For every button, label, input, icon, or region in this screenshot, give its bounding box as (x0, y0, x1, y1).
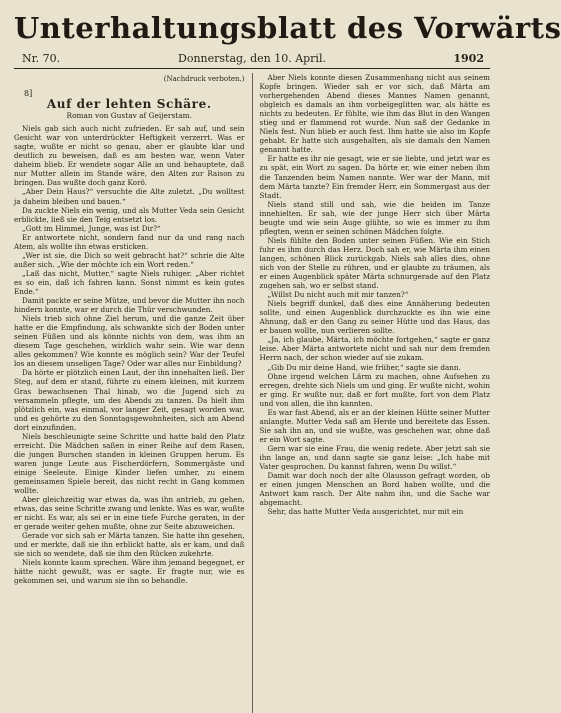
paragraph: Niels beschleunigte seine Schritte und hatte bald den Platz erreicht. Die Mädchen saßen in einer Reihe auf dem Rasen, die jungen Burschen standen in kleinen Gruppen herum. Es waren junge Leute aus Fischerdörfern, Sommergäste und einige Seeleute. Einige Kinder liefen umher, zu einem gemeinsamen Spiele bereit, das nicht recht in Gang kommen wollte. (14, 431, 245, 496)
issue-date: Donnerstag, den 10. April. (178, 52, 326, 65)
issue-number: Nr. 70. (22, 52, 61, 65)
paragraph: Gern war sie eine Frau, die wenig redete. Aber jetzt sah sie ihn lange an, und dann sagte sie ganz leise: „Ich habe mit Vater gesprochen. Du kannst fahren, wenn Du willst.“ (259, 443, 490, 472)
paragraph: Aber Niels konnte diesen Zusammenhang nicht aus seinem Kopfe bringen. Wieder sah er vor sich, daß Märta am vorhergehenden Abend dieses Mannes Namen genannt, obgleich es damals an ihm vorbeigeglitten war, als hätte es nichts zu bedeuten. Er fühlte, wie ihm das Blut in den Wangen stieg und er flammend rot wurde. Nun saß der Gedanke in Niels fest. Nun blieb er auch fest. Ihm hatte sie also im Kopfe gehabt. Er hatte sich ausgehalten, als sie damals den Namen genannt hatte. (259, 73, 490, 155)
paragraph: Es war fast Abend, als er an der kleinen Hütte seiner Mutter anlangte. Mutter Veda saß am Herde und bereitete das Essen. Sie sah ihn an, und sie wußte, was geschehen war, ohne daß er ein Wort sagte. (259, 407, 490, 444)
paragraph: Damit war doch noch der alte Olausson gefragt worden, ob er einen jungen Menschen an Bord haben wollte, und die Antwort kam rasch. Der Alte nahm ihn, und die Sache war abgemacht. (259, 471, 490, 508)
paragraph: Er hatte es ihr nie gesagt, wie er sie liebte, und jetzt war es zu spät, ein Wort zu sagen. Da hörte er, wie einer neben ihm die Tanzenden beim Namen nannte. Wer war der Mann, mit dem Märta tanzte? Ein fremder Herr, ein Sommergast aus der Stadt. (259, 154, 490, 200)
dateline (14, 50, 490, 69)
paragraph: Sehr, das hatte Mutter Veda ausgerichtet, nur mit ein (267, 507, 464, 517)
series-number: 8] (24, 89, 33, 99)
paragraph: Niels stand still und sah, wie die beiden im Tanze innehielten. Er sah, wie der junge Herr sich über Märta beugte und wie sein Auge glühte, so wie es immer zu ihm pflegten, wenn er seinen schönen Mädchen folgte. (259, 199, 490, 236)
paragraph: Niels trieb sich ohne Ziel herum, und die ganze Zeit über hatte er die Empfindung, als schwankte sich der Boden unter seinen Füßen und als könnte nichts von dem, was ihm an diesem Tage geschehen, wirklich wahr sein. Wie war denn alles gekommen? Wie konnte es möglich sein? War der Teufel los an diesem unseligen Tage? Oder war alles nur Einbildung? (14, 314, 245, 369)
paragraph: „Wer ist sie, die Dich so weit gebracht hat?“ schrie die Alte außer sich. „Wie der möchte ich ein Wort reden.“ (14, 250, 245, 269)
left-column (14, 73, 252, 713)
article-columns (14, 73, 490, 713)
paragraph: Gerade vor sich sah er Märta tanzen. Sie hatte ihn gesehen, und er merkte, daß sie ihn erblickt hatte, als er kam, und daß sie sich so wendete, daß sie ihm den Rücken zukehrte. (14, 531, 245, 559)
reprint-notice: (Nachdruck verboten.) (163, 75, 245, 83)
right-column-body (260, 73, 491, 516)
issue-year: 1902 (453, 52, 484, 65)
paragraph: Niels begriff dunkel, daß dies eine Annäherung bedeuten sollte, und einen Augenblick durchzuckte es ihn wie eine Ahnung, daß er den Gang zu seiner Hütte und das Haus, das er bauen wollte, nun verlieren sollte. (259, 299, 490, 336)
paragraph: Niels gab sich auch nicht zufrieden. Er sah auf, und sein Gesicht war von unterdrückter Heftigkeit verzerrt. Was er sagte, wußte er nicht so genau, aber er glaubte klar und deutlich zu beweisen, daß es am besten war, wenn Vater daheim blieb. Er wendete sogar Alle an und behauptete, daß nur Mutter allein im Stande wäre, den Alten zur Raison zu bringen. Das wußte doch ganz Korö. (14, 124, 245, 188)
series-row (14, 86, 245, 100)
masthead-title: Unterhaltungsblatt des Vorwärts (14, 11, 561, 45)
story-title: Auf der lehten Schäre. (46, 97, 212, 112)
paragraph: Er antwortete nicht, sondern fand nur da und rang nach Atem, als wollte ihn etwas ersticken. (14, 232, 245, 251)
paragraph: Ohne irgend welchen Lärm zu machen, ohne Aufsehen zu erregen, drehte sich Niels um und ging. Er wußte nicht, wohin er ging. Er wußte nur, daß er fort mußte, fort von dem Platz und von allen, die ihn kannten. (259, 371, 490, 408)
paragraph: Damit packte er seine Mütze, und bevor die Mutter ihn noch hindern konnte, war er durch die Thür verschwunden. (14, 296, 245, 315)
paragraph: Da zuckte Niels ein wenig, und als Mutter Veda sein Gesicht erblickte, ließ sie den Teig entsetzt los. (14, 205, 245, 224)
paragraph: „Aber Dein Haus?“ versuchte die Alte zuletzt. „Du wolltest ja daheim bleiben und bauen.“ (14, 187, 245, 206)
paragraph: Niels fühlte den Boden unter seinen Füßen. Wie ein Stich fuhr es ihm durch das Herz. Doch sah er, wie Märta ihm einen langen, schönen Blick zurückgab. Niels sah alles dies, ohne sich von der Stelle zu rühren, und er glaubte zu träumen, als er einen Augenblick später Märta schnurgerade auf den Platz zugehen sah, wo er selbst stand. (259, 235, 490, 291)
left-column-body (14, 124, 245, 585)
paragraph: „Gib Du mir deine Hand, wie früher,“ sagte sie dann. (267, 362, 461, 372)
right-column (252, 73, 491, 713)
paragraph: „Ja, ich glaube, Märta, ich möchte fortgehen,“ sagte er ganz leise. Aber Märta antwortete nicht und sah nur dem fremden Herrn nach, der schon wieder auf sie zukam. (259, 335, 490, 363)
paragraph: Niels konnte kaum sprechen. Wäre ihm jemand begegnet, er hätte nicht gewußt, was er sagte. Er fragte nur, wie es gekommen sei, und warum sie ihn so behandle. (14, 558, 245, 586)
paragraph: „Gott im Himmel, Junge, was ist Dir?“ (22, 223, 161, 233)
paragraph: Da hörte er plötzlich einen Laut, der ihn innehalten ließ. Der Steg, auf dem er stand, führte zu einem kleinen, mit kurzem Gras bewachsenen Thal hinab, wo die Jugend sich zu versammeln pflegte, um des Abends zu tanzen. Da hielt ihm plötzlich ein, was einmal, vor langer Zeit, gesagt worden war, und es gehörte zu den Sonntagsgewohnheiten, sich am Abend dort einzufinden. (14, 368, 245, 432)
paragraph: „Willst Du nicht auch mit mir tanzen?“ (267, 290, 409, 300)
story-byline: Roman von Gustav af Geijerstam. (66, 111, 192, 121)
paragraph: „Laß das nicht, Mutter,“ sagte Niels ruhiger. „Aber richtet es so ein, daß ich fahren kann. Sonst nimmt es kein gutes Ende.“ (14, 268, 245, 296)
paragraph: Aber gleichzeitig war etwas da, was ihn antrieb, zu gehen, etwas, das seine Schritte zwang und lenkte. Was es war, wußte er nicht. Es war, als sei er in eine tiefe Furche geraten, in der er gerade weiter gehen mußte, ohne zur Seite abzuweichen. (14, 495, 245, 532)
